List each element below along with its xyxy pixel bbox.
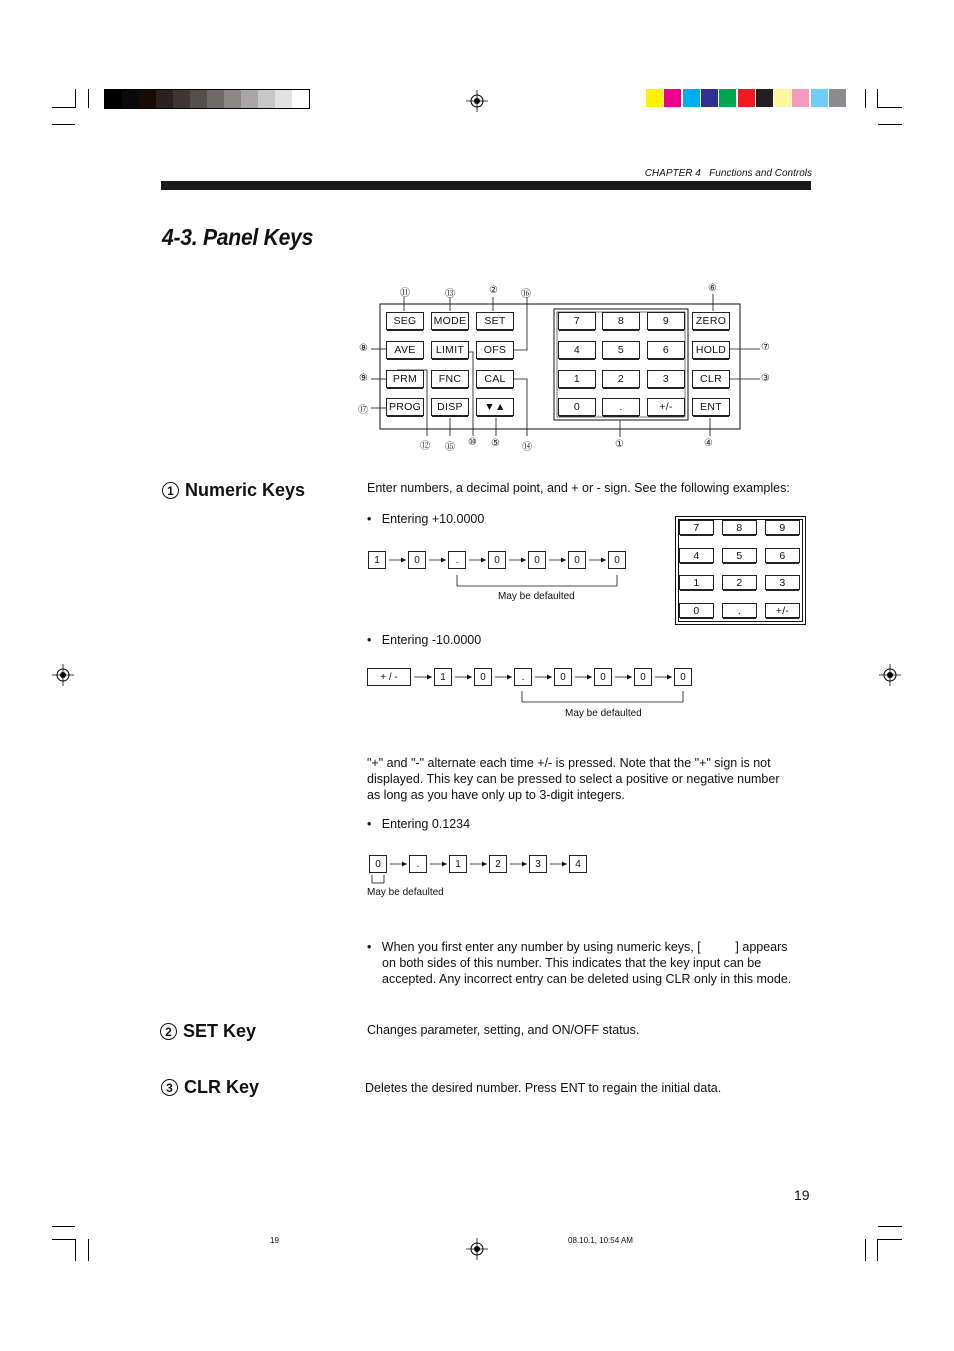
panel-key-set: SET: [476, 312, 514, 330]
callout-10: ⑩: [468, 437, 477, 448]
sequence-key: 0: [408, 551, 426, 569]
sign-note: "+" and "-" alternate each time +/- is pressed. Note that the "+" sign is not displayed. This key can be pressed to select a positive or negative number as long as you have only up to 3-digit integers.: [367, 756, 780, 802]
small-keypad-key: 5: [722, 548, 757, 563]
small-keypad-key: +/-: [765, 603, 800, 618]
set-key-text: Changes parameter, setting, and ON/OFF status.: [367, 1023, 640, 1037]
panel-key-ave: AVE: [386, 341, 424, 359]
example1-caption: May be defaulted: [498, 591, 575, 602]
sequence-key: 3: [529, 855, 547, 873]
section-number-2: 2: [160, 1023, 177, 1040]
sequence-key: 1: [434, 668, 452, 686]
panel-key-limit: LIMIT: [431, 341, 469, 359]
panel-key-ofs: OFS: [476, 341, 514, 359]
panel-numkey: 4: [558, 341, 596, 359]
callout-6: ⑥: [708, 283, 717, 294]
page-title: 4-3. Panel Keys: [162, 224, 314, 250]
panel-numkey: 8: [602, 312, 640, 330]
panel-key-prog: PROG: [386, 398, 424, 416]
clr-key-heading: [161, 1077, 259, 1098]
small-keypad-key: 6: [765, 548, 800, 563]
set-key-title: SET Key: [183, 1021, 257, 1041]
sequence-key: 0: [369, 855, 387, 873]
panel-numkey: 5: [602, 341, 640, 359]
small-keypad-key: 1: [679, 575, 714, 590]
panel-key-mode: MODE: [431, 312, 469, 330]
sequence-key: .: [514, 668, 532, 686]
sequence-key: 0: [528, 551, 546, 569]
sequence-key: .: [448, 551, 466, 569]
footer-left-code: 19: [270, 1236, 279, 1245]
chapter-header: CHAPTER 4 Functions and Controls: [644, 168, 812, 179]
sequence-key: + / -: [367, 668, 411, 686]
set-key-heading: [160, 1021, 256, 1042]
callout-2: ②: [489, 285, 498, 296]
clr-key-title: CLR Key: [184, 1077, 260, 1097]
sequence-key: 2: [489, 855, 507, 873]
panel-numkey: 6: [647, 341, 685, 359]
small-keypad-key: 3: [765, 575, 800, 590]
example1-label: • Entering +10.0000: [367, 512, 485, 526]
panel-key-ent: ENT: [692, 398, 730, 416]
example3-caption: May be defaulted: [367, 887, 444, 898]
small-keypad-key: 9: [765, 520, 800, 535]
small-keypad-key: 4: [679, 548, 714, 563]
panel-numkey: 3: [647, 370, 685, 388]
panel-numkey: 1: [558, 370, 596, 388]
sequence-key: 0: [554, 668, 572, 686]
callout-16: ⑯: [521, 289, 531, 300]
final-note: • When you first enter any number by using numeric keys, [ ] appears on both sides of this number. This indicates that the key input can be accepted. Any incorrect entry can be deleted using CLR only in this mode.: [367, 940, 792, 986]
sequence-key: 0: [488, 551, 506, 569]
numeric-intro: Enter numbers, a decimal point, and + or - sign. See the following examples:: [367, 481, 790, 495]
panel-numkey: +/-: [647, 398, 685, 416]
sequence-key: 1: [368, 551, 386, 569]
small-keypad-key: .: [722, 603, 757, 618]
panel-key-prm: PRM: [386, 370, 424, 388]
callout-9: ⑨: [359, 373, 368, 384]
section-number-1: 1: [162, 482, 179, 499]
panel-numkey: 7: [558, 312, 596, 330]
sequence-key: 0: [474, 668, 492, 686]
small-keypad-key: 7: [679, 520, 714, 535]
sequence-key: 0: [594, 668, 612, 686]
sequence-key: 4: [569, 855, 587, 873]
small-keypad-key: 0: [679, 603, 714, 618]
sequence-key: 0: [568, 551, 586, 569]
callout-5: ⑤: [491, 438, 500, 449]
callout-8: ⑧: [359, 343, 368, 354]
small-keypad-key: 2: [722, 575, 757, 590]
small-keypad-key: 8: [722, 520, 757, 535]
panel-key-disp: DISP: [431, 398, 469, 416]
callout-14: ⑭: [522, 442, 532, 453]
callout-11: ⑪: [400, 288, 410, 299]
sequence-key: 0: [608, 551, 626, 569]
callout-3: ③: [761, 373, 770, 384]
example2-caption: May be defaulted: [565, 708, 642, 719]
panel-numkey: 0: [558, 398, 596, 416]
panel-numkey: .: [602, 398, 640, 416]
callout-15: ⑮: [445, 442, 455, 453]
panel-numkey: 9: [647, 312, 685, 330]
sequence-key: .: [409, 855, 427, 873]
sequence-key: 1: [449, 855, 467, 873]
callout-13: ⑬: [445, 289, 455, 300]
callout-12: ⑫: [420, 441, 430, 452]
panel-key-hold: HOLD: [692, 341, 730, 359]
panel-key-cal: CAL: [476, 370, 514, 388]
section-number-3: 3: [161, 1079, 178, 1096]
panel-key-fnc: FNC: [431, 370, 469, 388]
sequence-key: 0: [674, 668, 692, 686]
panel-key-zero: ZERO: [692, 312, 730, 330]
panel-numkey: 2: [602, 370, 640, 388]
footer-timestamp: 08.10.1, 10:54 AM: [568, 1236, 633, 1245]
example2-label: • Entering -10.0000: [367, 633, 482, 647]
callout-17: ⑰: [358, 405, 368, 416]
example3-label: • Entering 0.1234: [367, 817, 471, 831]
panel-key-seg: SEG: [386, 312, 424, 330]
callout-1: ①: [615, 439, 624, 450]
clr-key-text: Deletes the desired number. Press ENT to regain the initial data.: [365, 1081, 722, 1095]
callout-7: ⑦: [761, 342, 770, 353]
page-number: 19: [794, 1187, 810, 1203]
panel-key-clr: CLR: [692, 370, 730, 388]
panel-key-: ▼▲: [476, 398, 514, 416]
numeric-keys-title: Numeric Keys: [185, 480, 306, 500]
callout-4: ④: [704, 438, 713, 449]
sequence-key: 0: [634, 668, 652, 686]
